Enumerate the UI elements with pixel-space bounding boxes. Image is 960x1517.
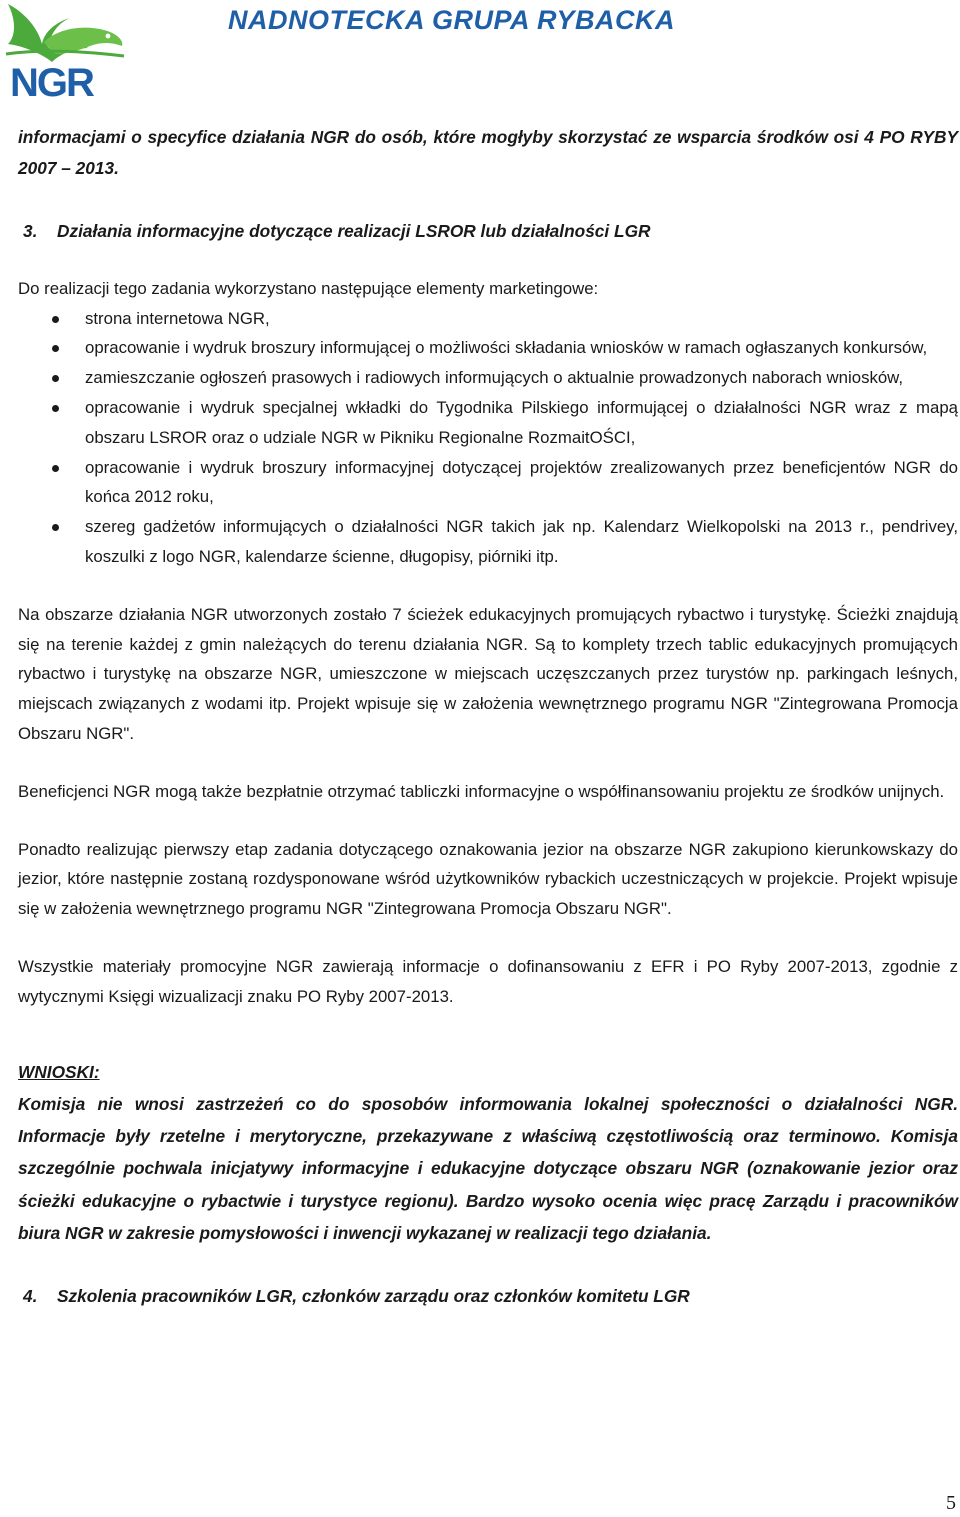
conclusions-text: Komisja nie wnosi zastrzeżeń co do sposobów informowania lokalnej społeczności o działalności NGR. Informacje były rzetelne i merytoryczne, przekazywane z właściwą częstotliwością oraz terminowo. Komisja szczególnie pochwala inicjatywy informacyjne i edukacyjne dotyczące obszaru NGR (oznakowanie jezior oraz ścieżki edukacyjne o rybactwie i turystyce regionu). Bardzo wysoko ocenia więc pracę Zarządu i pracowników biura NGR w zakresie pomysłowości i inwencji wykazanej w realizacji tego działania. [18, 1093, 958, 1244]
section-4-number: 4. [23, 1286, 38, 1307]
paragraph-promo-materials: Wszystkie materiały promocyjne NGR zawierają informacje o dofinansowaniu z EFR i PO Ryby 2007-2013, zgodnie z wytycznymi Księgi wizualizacji znaku PO Ryby 2007-2013. [18, 956, 958, 1006]
page-header [0, 0, 960, 110]
section-3-title: Działania informacyjne dotyczące realizacji LSROR lub działalności LGR [57, 221, 651, 241]
conclusions-label: WNIOSKI: [18, 1061, 100, 1082]
section-3-heading [18, 217, 958, 247]
list-item-text: zamieszczanie ogłoszeń prasowych i radiowych informujących o aktualnie prowadzonych naborach wniosków, [85, 368, 904, 388]
bullet-icon [52, 465, 59, 472]
paragraph-lake-signs: Ponadto realizując pierwszy etap zadania dotyczącego oznakowania jezior na obszarze NGR zakupiono kierunkowskazy do jezior, które następnie zostaną rozdysponowane wśród użytkowników rybackich uczestniczących w projekcie. Projekt wpisuje się w założenia wewnętrznego programu NGR "Zintegrowana Promocja Obszaru NGR". [18, 839, 958, 919]
list-item-text: opracowanie i wydruk specjalnej wkładki do Tygodnika Pilskiego informującej o działalności NGR wraz z mapą obszaru LSROR oraz o udziale NGR w Pikniku Regionalne RozmaitOŚCI, [85, 397, 958, 447]
list-item-text: strona internetowa NGR, [85, 308, 270, 328]
section-4-title: Szkolenia pracowników LGR, członków zarządu oraz członków komitetu LGR [57, 1286, 690, 1307]
list-item [18, 512, 958, 572]
svg-text:NGR: NGR [10, 61, 93, 102]
intro-text: informacjami o specyfice działania NGR do osób, które mogłyby skorzystać ze wsparcia środków osi 4 PO RYBY 2007 – 2013. [18, 127, 958, 178]
section-3-number: 3. [23, 221, 38, 241]
bullet-icon [52, 375, 59, 382]
page-number: 5 [946, 1492, 956, 1514]
list-item-text: opracowanie i wydruk broszury informacyjnej dotyczącej projektów zrealizowanych przez beneficjentów NGR do końca 2012 roku, [85, 457, 958, 507]
section-4-heading [18, 1282, 958, 1312]
list-item [18, 304, 958, 334]
bullet-icon [52, 405, 59, 412]
conclusions-block [18, 1056, 958, 1250]
marketing-elements-list [18, 304, 958, 572]
list-item [18, 363, 958, 393]
list-item [18, 393, 958, 453]
organization-name: NADNOTECKA GRUPA RYBACKA [228, 5, 676, 35]
list-item-text: opracowanie i wydruk broszury informującej o możliwości składania wniosków w ramach ogłaszanych konkursów, [85, 338, 928, 358]
ngr-logo [4, 2, 126, 102]
list-item [18, 333, 958, 363]
list-item [18, 453, 958, 513]
bullet-icon [52, 316, 59, 323]
bullet-icon [52, 345, 59, 352]
paragraph-beneficiaries: Beneficjenci NGR mogą także bezpłatnie otrzymać tabliczki informacyjne o współfinansowaniu projektu ze środków unijnych. [18, 781, 945, 801]
bullet-icon [52, 524, 59, 531]
document-body [18, 122, 958, 1312]
paragraph-educational-paths: Na obszarze działania NGR utworzonych zostało 7 ścieżek edukacyjnych promujących rybactwo i turystykę. Ścieżki znajdują się na terenie każdej z gmin należących do terenu działania NGR. Są to komplety trzech tablic edukacyjnych promujących rybactwo i turystykę na obszarze NGR, umieszczone w miejscach uczęszczanych przez turystów np. parkingach leśnych, miejscach związanych z wodami itp. Projekt wpisuje się w założenia wewnętrznego programu NGR "Zintegrowana Promocja Obszaru NGR". [18, 604, 958, 743]
list-item-text: szereg gadżetów informujących o działalności NGR takich jak np. Kalendarz Wielkopolski na 2013 r., pendrivey, koszulki z logo NGR, kalendarze ścienne, długopisy, piórniki itp. [85, 517, 958, 566]
section-3-lead: Do realizacji tego zadania wykorzystano następujące elementy marketingowe: [18, 278, 599, 298]
